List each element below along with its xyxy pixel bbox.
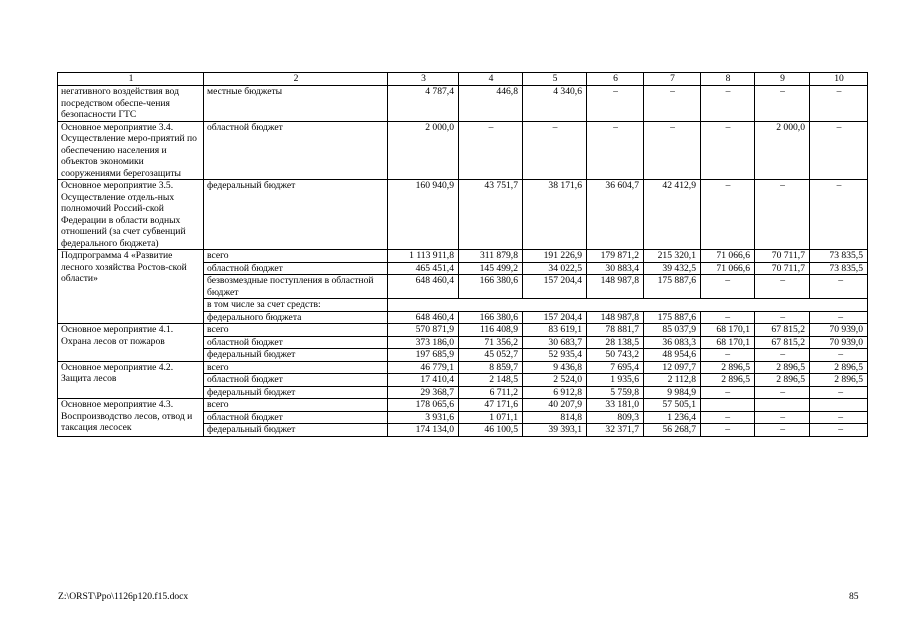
- value-cell: –: [701, 121, 755, 180]
- value-cell: –: [755, 311, 810, 324]
- program-name: Основное мероприятие 3.5. Осуществление отдель-ных полномочий Россий-ской Федерации в области водных отношений (за счет субвенций федерального бюджета): [58, 180, 204, 250]
- funding-source: всего: [204, 324, 388, 337]
- value-cell: [810, 399, 868, 412]
- funding-source: в том числе за счет средств:: [204, 299, 388, 312]
- value-cell: 7 695,4: [587, 361, 644, 374]
- value-cell: 2 524,0: [523, 374, 587, 387]
- value-cell: 46 779,1: [388, 361, 459, 374]
- value-cell: 157 204,4: [523, 311, 587, 324]
- funding-source: федеральный бюджет: [204, 180, 388, 250]
- column-number: 8: [701, 73, 755, 86]
- value-cell: 148 987,8: [587, 275, 644, 299]
- table-row: [58, 121, 868, 180]
- value-cell: 12 097,7: [644, 361, 701, 374]
- program-name: Основное мероприятие 4.3. Воспроизводство лесов, отвод и таксация лесосек: [58, 399, 204, 437]
- funding-source: всего: [204, 250, 388, 263]
- funding-source: всего: [204, 361, 388, 374]
- value-cell: 465 451,4: [388, 262, 459, 275]
- value-cell: [701, 399, 755, 412]
- value-cell: 70 711,7: [755, 250, 810, 263]
- table-row: [58, 86, 868, 122]
- column-number: 6: [587, 73, 644, 86]
- value-cell: 36 604,7: [587, 180, 644, 250]
- value-cell: –: [701, 411, 755, 424]
- column-number: 2: [204, 73, 388, 86]
- funding-source: областной бюджет: [204, 374, 388, 387]
- value-cell: 2 896,5: [755, 361, 810, 374]
- value-cell: 446,8: [459, 86, 523, 122]
- value-cell: 36 083,3: [644, 336, 701, 349]
- value-cell: –: [523, 121, 587, 180]
- value-cell: 1 113 911,8: [388, 250, 459, 263]
- value-cell: 30 883,4: [587, 262, 644, 275]
- value-cell: 17 410,4: [388, 374, 459, 387]
- value-cell: 2 112,8: [644, 374, 701, 387]
- value-cell: 6 912,8: [523, 386, 587, 399]
- column-number: 9: [755, 73, 810, 86]
- value-cell: –: [587, 121, 644, 180]
- value-cell: 4 340,6: [523, 86, 587, 122]
- program-name: Основное мероприятие 4.1. Охрана лесов от пожаров: [58, 324, 204, 362]
- value-cell: –: [810, 349, 868, 362]
- value-cell: 1 935,6: [587, 374, 644, 387]
- value-cell: 52 935,4: [523, 349, 587, 362]
- value-cell: 648 460,4: [388, 275, 459, 299]
- program-name: негативного воздействия вод посредством обеспе-чения безопасности ГТС: [58, 86, 204, 122]
- value-cell: –: [810, 411, 868, 424]
- funding-source: местные бюджеты: [204, 86, 388, 122]
- value-cell: 67 815,2: [755, 324, 810, 337]
- value-cell: –: [755, 180, 810, 250]
- value-cell: 45 052,7: [459, 349, 523, 362]
- value-cell: –: [810, 275, 868, 299]
- value-cell: 3 931,6: [388, 411, 459, 424]
- value-cell: 42 412,9: [644, 180, 701, 250]
- value-cell: 48 954,6: [644, 349, 701, 362]
- page-number: 85: [849, 591, 859, 602]
- value-cell: 809,3: [587, 411, 644, 424]
- column-number: 10: [810, 73, 868, 86]
- value-cell: 179 871,2: [587, 250, 644, 263]
- funding-source: федерального бюджета: [204, 311, 388, 324]
- value-cell: –: [755, 424, 810, 437]
- value-cell: –: [644, 121, 701, 180]
- value-cell: –: [810, 386, 868, 399]
- value-cell: [388, 299, 868, 312]
- funding-source: федеральный бюджет: [204, 424, 388, 437]
- value-cell: 85 037,9: [644, 324, 701, 337]
- value-cell: –: [701, 86, 755, 122]
- table-row: [58, 399, 868, 412]
- value-cell: 2 000,0: [388, 121, 459, 180]
- value-cell: 68 170,1: [701, 336, 755, 349]
- value-cell: –: [755, 411, 810, 424]
- value-cell: –: [644, 86, 701, 122]
- value-cell: 1 071,1: [459, 411, 523, 424]
- table-header-row: [58, 73, 868, 86]
- value-cell: 9 984,9: [644, 386, 701, 399]
- value-cell: 145 499,2: [459, 262, 523, 275]
- value-cell: 1 236,4: [644, 411, 701, 424]
- value-cell: 2 148,5: [459, 374, 523, 387]
- value-cell: 2 896,5: [810, 374, 868, 387]
- value-cell: 43 751,7: [459, 180, 523, 250]
- value-cell: 38 171,6: [523, 180, 587, 250]
- value-cell: 175 887,6: [644, 275, 701, 299]
- value-cell: 73 835,5: [810, 262, 868, 275]
- table-row: [58, 324, 868, 337]
- value-cell: –: [587, 86, 644, 122]
- value-cell: 174 134,0: [388, 424, 459, 437]
- value-cell: –: [701, 349, 755, 362]
- value-cell: –: [701, 311, 755, 324]
- value-cell: 32 371,7: [587, 424, 644, 437]
- value-cell: 68 170,1: [701, 324, 755, 337]
- value-cell: 4 787,4: [388, 86, 459, 122]
- value-cell: 67 815,2: [755, 336, 810, 349]
- value-cell: 373 186,0: [388, 336, 459, 349]
- value-cell: 2 000,0: [755, 121, 810, 180]
- value-cell: 28 138,5: [587, 336, 644, 349]
- value-cell: 197 685,9: [388, 349, 459, 362]
- table-row: [58, 180, 868, 250]
- value-cell: 116 408,9: [459, 324, 523, 337]
- value-cell: 175 887,6: [644, 311, 701, 324]
- value-cell: 71 066,6: [701, 262, 755, 275]
- value-cell: 311 879,8: [459, 250, 523, 263]
- footer-file-path: Z:\ORST\Ppo\1126p120.f15.docx: [58, 591, 189, 602]
- value-cell: 40 207,9: [523, 399, 587, 412]
- value-cell: 46 100,5: [459, 424, 523, 437]
- value-cell: 648 460,4: [388, 311, 459, 324]
- value-cell: 34 022,5: [523, 262, 587, 275]
- value-cell: 166 380,6: [459, 311, 523, 324]
- funding-source: областной бюджет: [204, 262, 388, 275]
- value-cell: 814,8: [523, 411, 587, 424]
- value-cell: [755, 399, 810, 412]
- value-cell: 191 226,9: [523, 250, 587, 263]
- value-cell: 83 619,1: [523, 324, 587, 337]
- value-cell: –: [810, 86, 868, 122]
- value-cell: 57 505,1: [644, 399, 701, 412]
- value-cell: –: [755, 349, 810, 362]
- value-cell: 6 711,2: [459, 386, 523, 399]
- column-number: 1: [58, 73, 204, 86]
- value-cell: 30 683,7: [523, 336, 587, 349]
- column-number: 5: [523, 73, 587, 86]
- value-cell: 56 268,7: [644, 424, 701, 437]
- funding-source: всего: [204, 399, 388, 412]
- value-cell: 2 896,5: [701, 361, 755, 374]
- value-cell: 70 711,7: [755, 262, 810, 275]
- program-name: Основное мероприятие 3.4. Осуществление меро-приятий по обеспечению населения и объектов экономики сооружениями берегозащиты: [58, 121, 204, 180]
- value-cell: 9 436,8: [523, 361, 587, 374]
- value-cell: 47 171,6: [459, 399, 523, 412]
- budget-table: [57, 72, 868, 437]
- value-cell: 50 743,2: [587, 349, 644, 362]
- funding-source: безвозмездные поступления в областной бюджет: [204, 275, 388, 299]
- value-cell: 2 896,5: [810, 361, 868, 374]
- value-cell: 73 835,5: [810, 250, 868, 263]
- value-cell: 166 380,6: [459, 275, 523, 299]
- value-cell: 2 896,5: [755, 374, 810, 387]
- value-cell: –: [755, 275, 810, 299]
- value-cell: 148 987,8: [587, 311, 644, 324]
- funding-source: областной бюджет: [204, 336, 388, 349]
- value-cell: 157 204,4: [523, 275, 587, 299]
- value-cell: 570 871,9: [388, 324, 459, 337]
- value-cell: 70 939,0: [810, 324, 868, 337]
- column-number: 7: [644, 73, 701, 86]
- value-cell: –: [755, 86, 810, 122]
- value-cell: 71 066,6: [701, 250, 755, 263]
- value-cell: 8 859,7: [459, 361, 523, 374]
- value-cell: –: [701, 386, 755, 399]
- funding-source: федеральный бюджет: [204, 349, 388, 362]
- value-cell: –: [701, 275, 755, 299]
- value-cell: 29 368,7: [388, 386, 459, 399]
- value-cell: 39 432,5: [644, 262, 701, 275]
- value-cell: 71 356,2: [459, 336, 523, 349]
- value-cell: –: [459, 121, 523, 180]
- value-cell: –: [755, 386, 810, 399]
- program-name: Основное мероприятие 4.2. Защита лесов: [58, 361, 204, 399]
- value-cell: –: [810, 121, 868, 180]
- value-cell: 5 759,8: [587, 386, 644, 399]
- column-number: 4: [459, 73, 523, 86]
- table-row: [58, 361, 868, 374]
- value-cell: 160 940,9: [388, 180, 459, 250]
- value-cell: 178 065,6: [388, 399, 459, 412]
- value-cell: 70 939,0: [810, 336, 868, 349]
- column-number: 3: [388, 73, 459, 86]
- value-cell: –: [701, 424, 755, 437]
- value-cell: 215 320,1: [644, 250, 701, 263]
- value-cell: –: [810, 180, 868, 250]
- funding-source: областной бюджет: [204, 411, 388, 424]
- value-cell: –: [810, 424, 868, 437]
- value-cell: –: [701, 180, 755, 250]
- program-name: Подпрограмма 4 «Развитие лесного хозяйства Ростов-ской области»: [58, 250, 204, 324]
- table-row: [58, 250, 868, 263]
- value-cell: 2 896,5: [701, 374, 755, 387]
- funding-source: федеральный бюджет: [204, 386, 388, 399]
- value-cell: 33 181,0: [587, 399, 644, 412]
- value-cell: 39 393,1: [523, 424, 587, 437]
- value-cell: 78 881,7: [587, 324, 644, 337]
- funding-source: областной бюджет: [204, 121, 388, 180]
- value-cell: –: [810, 311, 868, 324]
